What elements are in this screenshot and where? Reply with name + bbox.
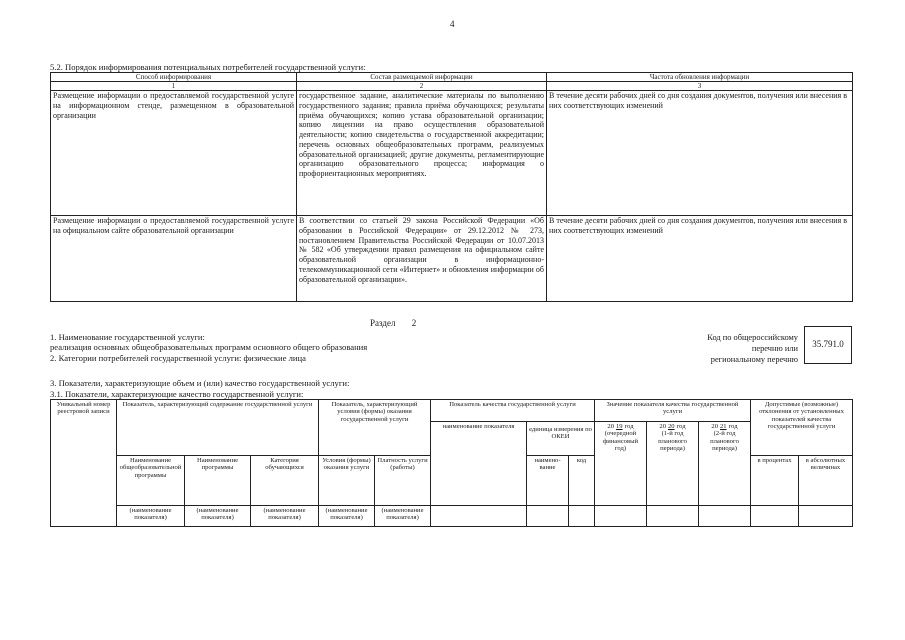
consumer-category: 2. Категории потребителей государственной услуги: физические лица bbox=[50, 353, 306, 363]
year-header bbox=[594, 421, 647, 506]
content-indicator-header: Показатель, характеризующий содержание государственной услуги bbox=[116, 399, 319, 456]
col-number: 1 bbox=[51, 82, 297, 91]
quality-indicator-header: Показатель качества государственной услуги bbox=[430, 399, 595, 422]
year-description: (2-й год планового периода) bbox=[710, 430, 739, 453]
registry-number-header: Уникальный номер реестровой записи bbox=[50, 399, 117, 527]
year-description: (1-й год планового периода) bbox=[658, 430, 687, 453]
section-title-number: 2 bbox=[411, 318, 417, 328]
deviation-header: Допустимые (возможные) отклонения от установленных показателей качества государственной услуги bbox=[750, 399, 853, 456]
unit-code-header: код bbox=[568, 455, 595, 506]
page-number: 4 bbox=[450, 19, 455, 29]
indicator-name-note: (наименование показателя) bbox=[374, 505, 431, 527]
year-suffix: год bbox=[728, 423, 738, 430]
code-label-line: перечню или bbox=[751, 343, 798, 353]
year-prefix: 20 bbox=[711, 423, 718, 430]
conditions-indicator-header: Показатель, характеризующий условия (формы) оказания государственной услуги bbox=[318, 399, 431, 456]
empty-cell bbox=[698, 505, 751, 527]
indicator-name-header: наименование показателя bbox=[430, 421, 527, 506]
deviation-percent-header: в процентах bbox=[750, 455, 799, 506]
unit-name-header: наимено-вание bbox=[526, 455, 569, 506]
empty-cell bbox=[750, 505, 799, 527]
section-title-label: Раздел bbox=[370, 318, 396, 328]
year-line bbox=[597, 423, 644, 430]
section-title bbox=[370, 318, 416, 329]
empty-cell bbox=[526, 505, 569, 527]
year-prefix: 20 bbox=[659, 423, 666, 430]
year-value: 21 bbox=[719, 423, 727, 430]
section-5-2-heading: 5.2. Порядок информирования потенциальных потребителей государственной услуги: bbox=[50, 62, 366, 72]
table-row bbox=[51, 91, 853, 216]
year-header bbox=[698, 421, 751, 506]
table-row bbox=[51, 216, 853, 302]
content-cell: В соответствии со статьей 29 закона Российской Федерации «Об образовании в Российской Федерации» от 29.12.2012 № 273, постановлением Правительства Российской Федерации от 10.07.2013 № 582 «Об утверждении правил размещения на официальном сайте образовательной организации в информационно-телекоммуникационной сети «Интернет» и обновления информации об образовательной организации». bbox=[297, 216, 547, 302]
program-common-header: Наименование общеобразовательной программы bbox=[116, 455, 185, 506]
col-header-frequency: Частота обновления информации bbox=[547, 73, 853, 82]
year-value: 20 bbox=[667, 423, 675, 430]
indicator-name-note: (наименование показателя) bbox=[250, 505, 319, 527]
category-header: Категория обучающихся bbox=[250, 455, 319, 506]
empty-cell bbox=[798, 505, 853, 527]
year-value: 19 bbox=[615, 423, 623, 430]
code-label-line: Код по общероссийскому bbox=[707, 333, 798, 342]
year-suffix: год bbox=[624, 423, 634, 430]
indicators-heading: 3. Показатели, характеризующие объем и (или) качество государственной услуги: bbox=[50, 378, 350, 388]
indicator-name-note: (наименование показателя) bbox=[184, 505, 251, 527]
service-name-label: 1. Наименование государственной услуги: bbox=[50, 332, 205, 342]
code-label bbox=[660, 333, 798, 366]
deviation-absolute-header: в абсолютных величинах bbox=[798, 455, 853, 506]
col-number: 3 bbox=[547, 82, 853, 91]
empty-cell bbox=[646, 505, 699, 527]
year-line bbox=[701, 423, 748, 430]
year-suffix: год bbox=[676, 423, 686, 430]
indicator-name-note: (наименование показателя) bbox=[116, 505, 185, 527]
indicator-name-note: (наименование показателя) bbox=[318, 505, 375, 527]
year-header bbox=[646, 421, 699, 506]
empty-cell bbox=[568, 505, 595, 527]
conditions-header: Условия (формы) оказания услуги bbox=[318, 455, 375, 506]
year-description: (очередной финансовый год) bbox=[602, 430, 639, 453]
content-cell: государственное задание, аналитические материалы по выполнению государственного задания; правила приёма обучающихся; результаты приёма обучающихся; копию устава образовательной организации; копию лицензии на право осуществления образовательной деятельности; копию свидетельства о государственной аккредитации; перечень основных общеобразовательных программ, реализуемых образовательной организацией; другие документы, регламентирующие организацию образовательного процесса; информация о профориентационных мероприятиях. bbox=[297, 91, 547, 216]
code-label-line: региональному перечню bbox=[710, 354, 798, 364]
informing-table bbox=[50, 72, 853, 302]
unit-header: единица измерения по ОКЕИ bbox=[526, 421, 595, 456]
service-name-value: реализация основных общеобразовательных программ основного общего образования bbox=[50, 342, 368, 352]
col-header-method: Способ информирования bbox=[51, 73, 297, 82]
payment-header: Платность услуги (работы) bbox=[374, 455, 431, 506]
code-value-box: 35.791.0 bbox=[804, 326, 852, 364]
col-header-content: Состав размещаемой информации bbox=[297, 73, 547, 82]
col-number: 2 bbox=[297, 82, 547, 91]
empty-cell bbox=[430, 505, 527, 527]
frequency-cell: В течение десяти рабочих дней со дня создания документов, получения или внесения в них соответствующих изменений bbox=[547, 216, 853, 302]
program-header: Наименование программы bbox=[184, 455, 251, 506]
empty-cell bbox=[594, 505, 647, 527]
year-line bbox=[649, 423, 696, 430]
method-cell: Размещение информации о предоставляемой государственной услуге на информационном стенде, размещенном в образовательной организации bbox=[51, 91, 297, 216]
indicator-value-header: Значение показателя качества государственной услуги bbox=[594, 399, 751, 422]
year-prefix: 20 bbox=[607, 423, 614, 430]
frequency-cell: В течение десяти рабочих дней со дня создания документов, получения или внесения в них соответствующих изменений bbox=[547, 91, 853, 216]
quality-indicators-heading: 3.1. Показатели, характеризующие качество государственной услуги: bbox=[50, 389, 304, 399]
method-cell: Размещение информации о предоставляемой государственной услуге на официальном сайте образовательной организации bbox=[51, 216, 297, 302]
